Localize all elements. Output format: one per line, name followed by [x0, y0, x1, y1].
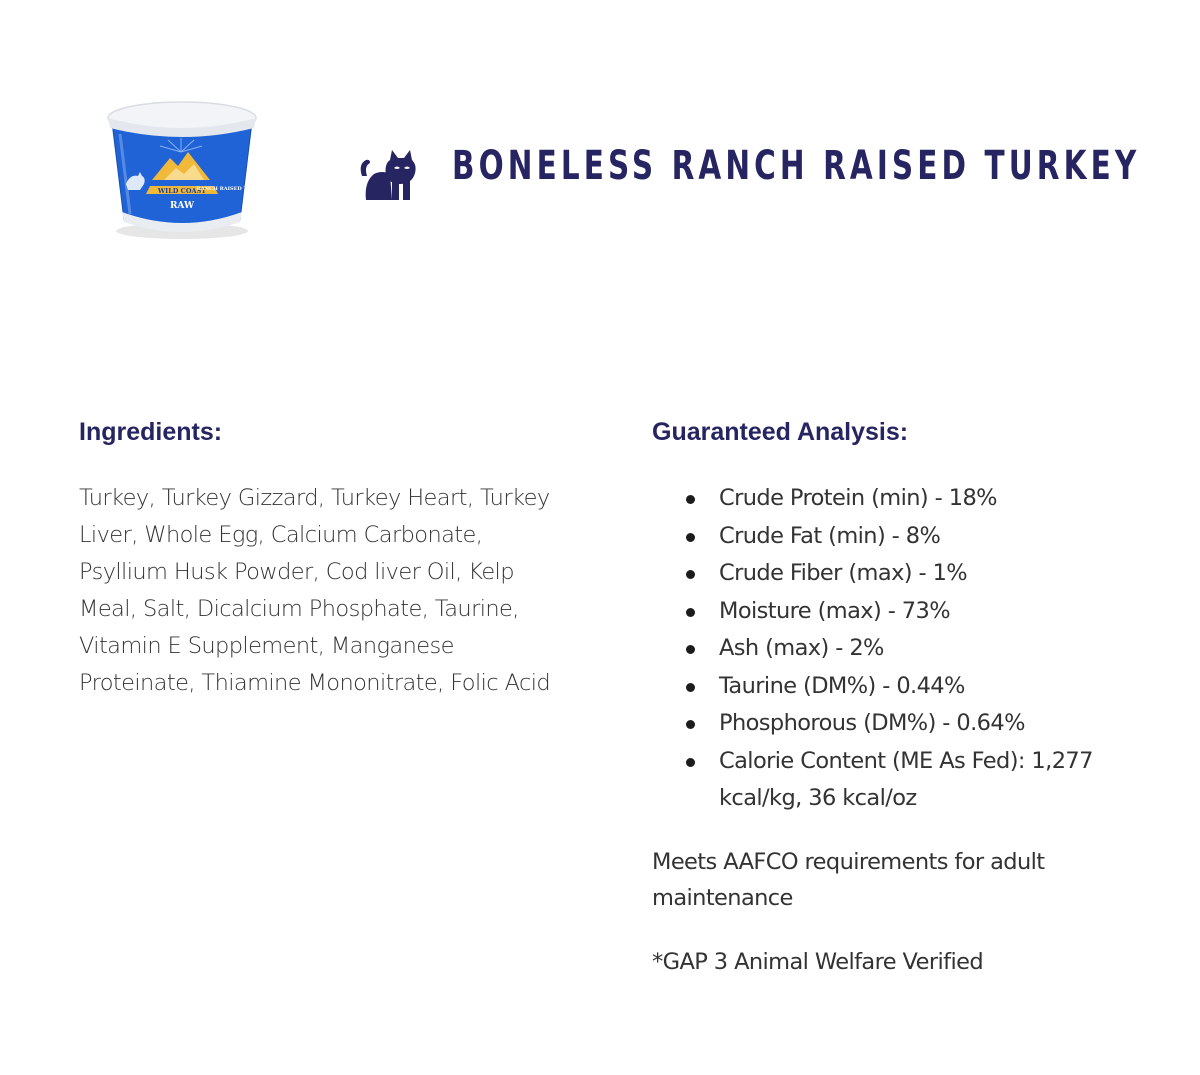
- analysis-heading: Guaranteed Analysis:: [652, 418, 909, 446]
- ingredients-text: Turkey, Turkey Gizzard, Turkey Heart, Turkey Liver, Whole Egg, Calcium Carbonate, Psyllium Husk Powder, Cod liver Oil, Kelp Meal, Salt, Dicalcium Phosphate, Taurine, Vitamin E Supplement, Manganese Proteinate, Thiamine Mononitrate, Folic Acid: [79, 485, 551, 696]
- analysis-item-crude-protein: Crude Protein (min) - 18%: [686, 480, 1172, 518]
- gap-statement: *GAP 3 Animal Welfare Verified: [652, 948, 984, 975]
- analysis-item-calorie-content: Calorie Content (ME As Fed): 1,277 kcal/kg, 36 kcal/oz: [686, 743, 1172, 818]
- analysis-item-moisture: Moisture (max) - 73%: [686, 593, 1172, 631]
- ingredients-section: [79, 414, 569, 702]
- analysis-item-ash: Ash (max) - 2%: [686, 630, 1172, 668]
- tub-brand-label: WILD COAST: [157, 187, 207, 195]
- product-tub-image: [104, 94, 268, 240]
- tub-brand-raw: RAW: [169, 201, 195, 211]
- aafco-statement: Meets AAFCO requirements for adult maintenance: [652, 848, 1045, 911]
- analysis-item-phosphorous: Phosphorous (DM%) - 0.64%: [686, 705, 1172, 743]
- tub-side-label: RANCH RAISED TURKEY: [196, 186, 268, 192]
- analysis-item-crude-fiber: Crude Fiber (max) - 1%: [686, 555, 1172, 593]
- analysis-item-crude-fat: Crude Fat (min) - 8%: [686, 518, 1172, 556]
- product-title: BONELESS RANCH RAISED TURKEY: [452, 143, 1141, 189]
- analysis-list: [652, 480, 1172, 818]
- analysis-section: [652, 414, 1172, 980]
- analysis-item-taurine: Taurine (DM%) - 0.44%: [686, 668, 1172, 706]
- ingredients-heading: Ingredients:: [79, 418, 223, 446]
- cat-icon: [358, 146, 418, 202]
